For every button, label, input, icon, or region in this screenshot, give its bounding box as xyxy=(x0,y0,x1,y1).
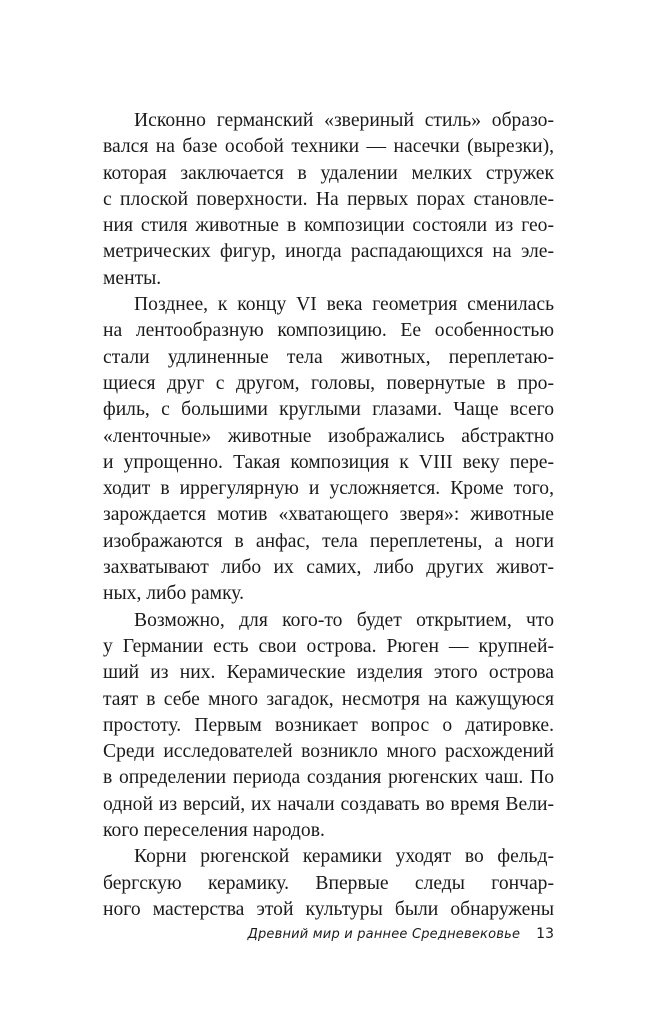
text-line: менты. xyxy=(103,267,162,289)
text-line: Исконно германский «звериный стиль» образо- xyxy=(134,110,554,131)
text-line: ного мастерства этой культуры были обнаружены xyxy=(103,898,554,920)
text-line: Позднее, к концу VI века геометрия сменилась xyxy=(134,294,554,316)
text-line: одной из версий, их начали создавать во время Вели- xyxy=(103,793,554,815)
text-line: стали удлиненные тела животных, переплетаю- xyxy=(103,346,554,368)
page-number: 13 xyxy=(536,926,554,942)
text-line: ший из них. Керамические изделия этого острова xyxy=(103,662,554,684)
text-line: зарождается мотив «хватающего зверя»: животные xyxy=(103,504,554,526)
text-line: щиеся друг с другом, головы, повернутые в про- xyxy=(103,372,554,394)
paragraph xyxy=(103,844,554,923)
text-line: на лентообразную композицию. Ее особенностью xyxy=(103,320,554,342)
text-line: захватывают либо их самих, либо других живот- xyxy=(103,557,554,579)
text-line: Среди исследователей возникло много расхождений xyxy=(103,741,554,763)
text-line: ния стиля животные в композиции состояли из гео- xyxy=(103,215,554,237)
running-title: Древний мир и раннее Средневековье xyxy=(247,927,521,942)
text-line: изображаются в анфас, тела переплетены, а ноги xyxy=(103,530,554,552)
text-line: таят в себе много загадок, несмотря на кажущуюся xyxy=(103,688,554,710)
text-line: простоту. Первым возникает вопрос о датировке. xyxy=(103,714,554,736)
text-line: ходит в иррегулярную и усложняется. Кроме того, xyxy=(103,478,554,500)
text-line: метрических фигур, иногда распадающихся на эле- xyxy=(103,241,554,263)
text-line: бергскую керамику. Впервые следы гончар- xyxy=(103,872,554,894)
paragraph xyxy=(103,292,554,608)
page-footer xyxy=(103,926,554,942)
text-line: кого переселения народов. xyxy=(103,820,325,842)
text-line: «ленточные» животные изображались абстрактно xyxy=(103,425,554,447)
text-line: в определении периода создания рюгенских чаш. По xyxy=(103,767,554,789)
text-line: и упрощенно. Такая композиция к VIII веку пере- xyxy=(103,451,554,473)
page-body xyxy=(103,108,554,923)
text-line: вался на базе особой техники — насечки (вырезки), xyxy=(103,136,554,158)
text-line: ных, либо рамку. xyxy=(103,583,245,605)
text-line: с плоской поверхности. На первых порах становле- xyxy=(103,188,554,210)
paragraph xyxy=(103,608,554,845)
text-line: филь, с большими круглыми глазами. Чаще всего xyxy=(103,399,554,421)
text-line: которая заключается в удалении мелких стружек xyxy=(103,162,554,184)
text-line: Корни рюгенской керамики уходят во фельд- xyxy=(134,846,554,868)
text-line: Возможно, для кого-то будет открытием, что xyxy=(134,609,554,631)
text-line: у Германии есть свои острова. Рюген — крупней- xyxy=(103,635,554,657)
paragraph xyxy=(103,108,554,292)
